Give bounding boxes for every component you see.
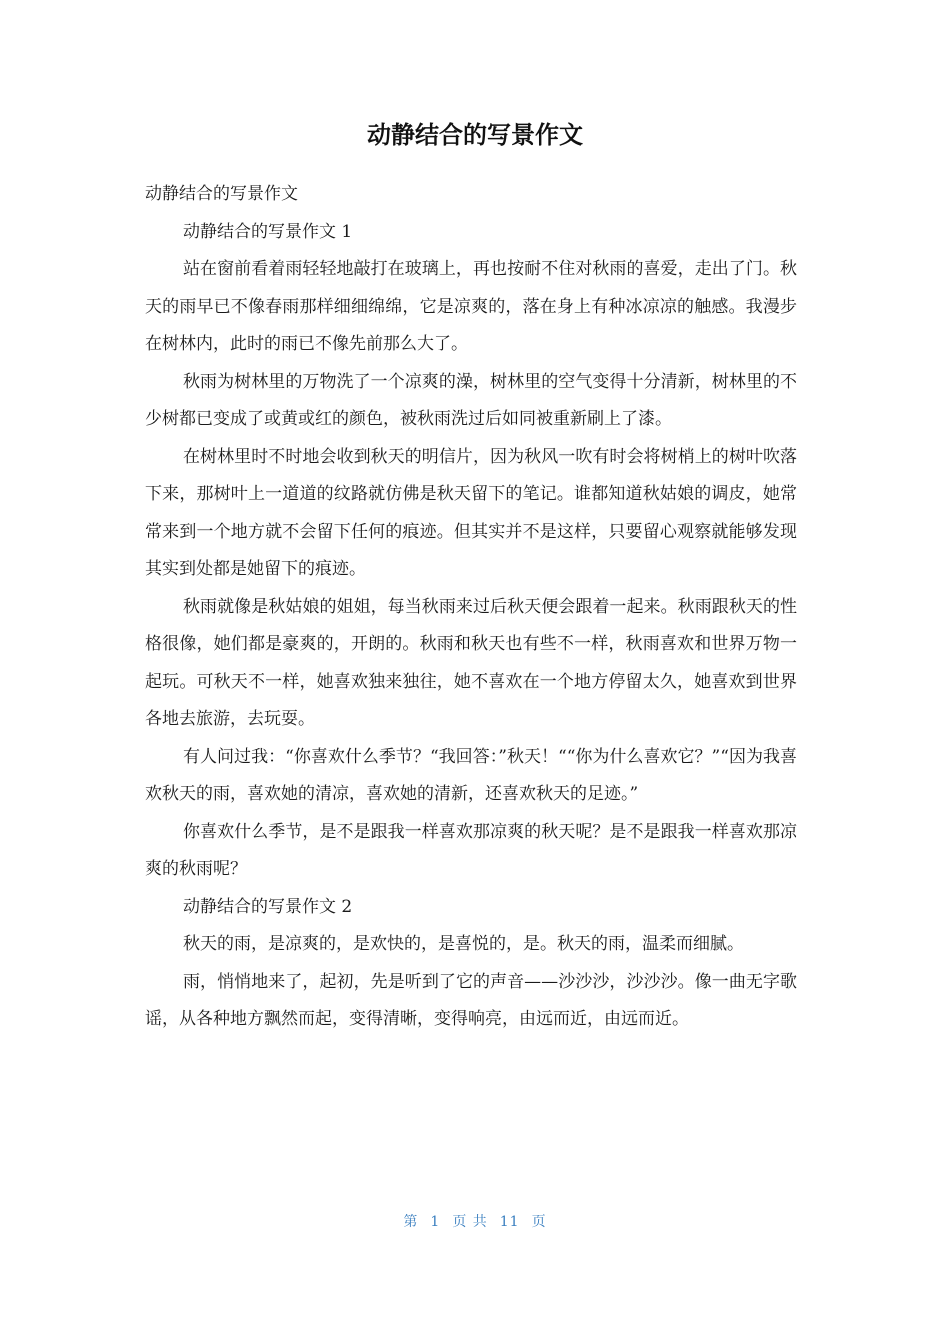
document-subtitle: 动静结合的写景作文 bbox=[145, 184, 298, 204]
paragraph-5: 有人问过我：“你喜欢什么季节？“我回答：”秋天！““你为什么喜欢它？”“因为我喜欢秋天的雨，喜欢她的清凉，喜欢她的清新，还喜欢秋天的足迹。” bbox=[145, 746, 797, 804]
footer-total-pages: 11 bbox=[499, 1214, 520, 1230]
section-heading-1: 动静结合的写景作文 1 bbox=[183, 221, 353, 242]
document-body bbox=[145, 176, 797, 1039]
paragraph-7: 秋天的雨，是凉爽的，是欢快的，是喜悦的，是。秋天的雨，温柔而细腻。 bbox=[183, 934, 744, 954]
section-heading-2: 动静结合的写景作文 2 bbox=[183, 896, 353, 917]
footer-prefix: 第 bbox=[403, 1214, 419, 1230]
paragraph-1: 站在窗前看着雨轻轻地敲打在玻璃上，再也按耐不住对秋雨的喜爱，走出了门。秋天的雨早已不像春雨那样细细绵绵，它是凉爽的，落在身上有种冰凉凉的触感。我漫步在树林内，此时的雨已不像先前那么大了。 bbox=[145, 259, 797, 354]
paragraph-8: 雨，悄悄地来了，起初，先是听到了它的声音——沙沙沙，沙沙沙。像一曲无字歌谣，从各种地方飘然而起，变得清晰，变得响亮，由远而近，由远而近。 bbox=[145, 971, 797, 1029]
document-title: 动静结合的写景作文 bbox=[367, 121, 583, 149]
paragraph-2: 秋雨为树林里的万物洗了一个凉爽的澡，树林里的空气变得十分清新，树林里的不少树都已变成了或黄或红的颜色，被秋雨洗过后如同被重新刷上了漆。 bbox=[145, 371, 797, 429]
paragraph-3: 在树林里时不时地会收到秋天的明信片，因为秋风一吹有时会将树梢上的树叶吹落下来，那树叶上一道道的纹路就仿佛是秋天留下的笔记。谁都知道秋姑娘的调皮，她常常来到一个地方就不会留下任何的痕迹。但其实并不是这样，只要留心观察就能够发现其实到处都是她留下的痕迹。 bbox=[145, 446, 797, 579]
paragraph-6: 你喜欢什么季节，是不是跟我一样喜欢那凉爽的秋天呢？是不是跟我一样喜欢那凉爽的秋雨呢？ bbox=[145, 821, 797, 879]
footer-current-page: 1 bbox=[430, 1214, 441, 1230]
paragraph-4: 秋雨就像是秋姑娘的姐姐，每当秋雨来过后秋天便会跟着一起来。秋雨跟秋天的性格很像，她们都是豪爽的，开朗的。秋雨和秋天也有些不一样，秋雨喜欢和世界万物一起玩。可秋天不一样，她喜欢独来独往，她不喜欢在一个地方停留太久，她喜欢到世界各地去旅游，去玩耍。 bbox=[145, 596, 797, 729]
page-footer bbox=[0, 1211, 950, 1233]
footer-middle: 页 共 bbox=[452, 1214, 488, 1230]
footer-suffix: 页 bbox=[531, 1214, 547, 1230]
